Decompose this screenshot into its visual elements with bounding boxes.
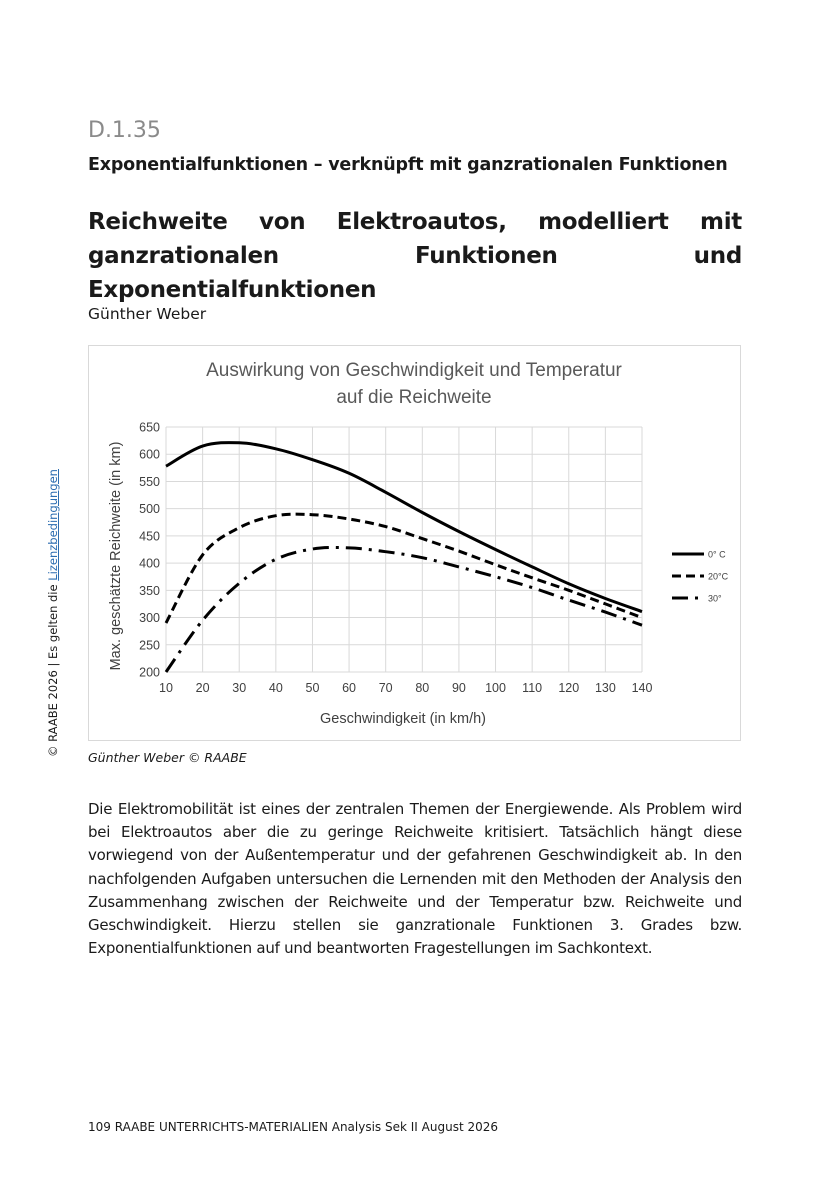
chart-title-line1: Auswirkung von Geschwindigkeit und Temperatur: [206, 360, 622, 381]
x-tick-label: 10: [159, 681, 173, 695]
x-tick-label: 20: [195, 681, 210, 695]
section-subtitle: Exponentialfunktionen – verknüpft mit ganzrationalen Funktionen: [88, 155, 728, 175]
x-axis-ticks: [159, 681, 652, 695]
series-lines: [166, 443, 642, 672]
y-axis-label: Max. geschätzte Reichweite (in km): [108, 441, 124, 671]
license-link[interactable]: Lizenzbedingungen: [46, 469, 60, 581]
license-notice: [46, 469, 60, 757]
legend-label: 30°: [708, 593, 722, 604]
x-tick-label: 80: [415, 681, 430, 695]
x-tick-label: 90: [451, 681, 466, 695]
page-title: Reichweite von Elektroautos, modelliert mit ganzrationalen Funktionen und Exponentialfunktionen: [88, 209, 742, 303]
x-tick-label: 110: [522, 681, 543, 695]
legend-label: 20°C: [708, 571, 729, 582]
x-tick-label: 130: [594, 681, 616, 695]
y-tick-label: 250: [139, 638, 160, 653]
y-tick-label: 450: [139, 529, 160, 544]
y-tick-label: 650: [139, 420, 160, 435]
intro-paragraph: Die Elektromobilität ist eines der zentralen Themen der Energiewende. Als Problem wird bei Elektroautos aber die zu geringe Reichweite kritisiert. Tatsächlich hängt diese vorwiegend von der Außentemperatur und der gefahrenen Geschwindigkeit ab. In den nachfolgenden Aufgaben untersuchen die Lernenden mit den Methoden der Analysis den Zusammenhang zwischen der Reichweite und der Temperatur bzw. Reichweite und Geschwindigkeit. Hierzu stellen sie ganzrationale Funktionen 3. Grades bzw. Exponentialfunktionen auf und beantworten Fragestellungen im Sachkontext.: [88, 800, 742, 958]
author-name: Günther Weber: [88, 305, 207, 323]
license-notice-text: © RAABE 2026 | Es gelten die: [46, 580, 60, 757]
chart-title-line2: auf die Reichweite: [336, 387, 492, 408]
page-footer: 109 RAABE UNTERRICHTS-MATERIALIEN Analysis Sek II August 2026: [88, 1120, 499, 1134]
x-tick-label: 50: [305, 681, 320, 695]
series-line-2: [166, 514, 642, 623]
series-code: D.1.35: [88, 118, 161, 143]
y-tick-label: 350: [139, 583, 160, 598]
x-axis-label: Geschwindigkeit (in km/h): [320, 711, 486, 727]
y-tick-label: 500: [139, 502, 160, 517]
x-tick-label: 120: [558, 681, 580, 695]
chart-legend: [672, 550, 729, 604]
legend-label: 0° C: [708, 549, 726, 560]
x-tick-label: 30: [232, 681, 247, 695]
y-tick-label: 600: [139, 447, 160, 462]
x-tick-label: 140: [631, 681, 653, 695]
chart-grid: [166, 427, 642, 672]
series-line-3: [166, 547, 642, 672]
x-tick-label: 60: [342, 681, 357, 695]
x-tick-label: 100: [485, 681, 506, 695]
y-tick-label: 550: [139, 474, 160, 489]
range-chart: [89, 346, 740, 740]
y-tick-label: 200: [139, 665, 160, 680]
y-axis-ticks: [139, 421, 160, 680]
x-tick-label: 40: [268, 681, 283, 695]
y-tick-label: 300: [139, 611, 160, 626]
chart-figure: [88, 345, 741, 741]
figure-caption: Günther Weber © RAABE: [88, 750, 247, 765]
y-tick-label: 400: [139, 556, 160, 571]
x-tick-label: 70: [378, 681, 393, 695]
